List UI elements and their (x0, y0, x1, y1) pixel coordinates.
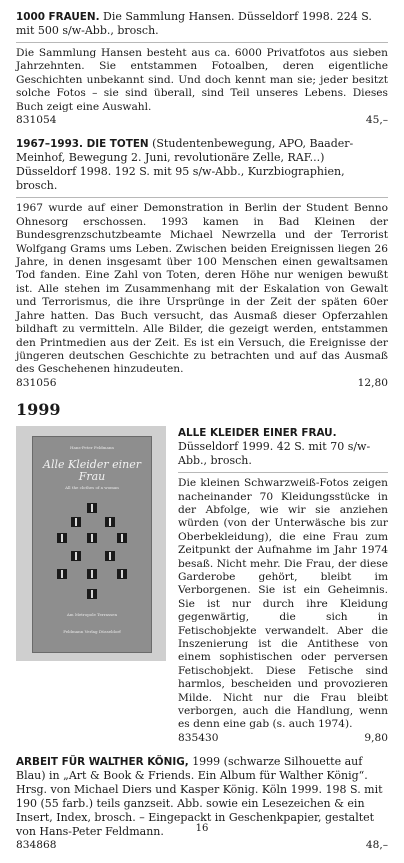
cover-photo-grid (57, 503, 127, 603)
year-heading: 1999 (16, 400, 61, 420)
divider (16, 42, 388, 43)
article-number: 831056 (16, 376, 57, 389)
price: 48,– (365, 839, 388, 852)
cover-photo-tile (87, 589, 97, 599)
cover-photo-tile (71, 551, 81, 561)
entry-heading (16, 137, 388, 193)
cover-photo-tile (87, 503, 97, 513)
article-number: 835430 (178, 731, 219, 744)
entry-details: (Studentenbewegung, APO, Baader-Meinhof, Bewegung 2. Juni, revolutionäre Zelle, RAF...) Düsseldorf 1998. 192 S. mit 95 s/w-Abb., Kurzbiographien, brosch. (16, 137, 354, 193)
cover-photo-tile (105, 517, 115, 527)
divider (178, 472, 388, 473)
entry-title: 1967–1993. DIE TOTEN (16, 138, 149, 151)
cover-photo-tile (57, 569, 67, 579)
page-number: 16 (195, 823, 209, 834)
catalog-page (16, 10, 388, 863)
article-number: 834868 (16, 839, 57, 852)
cover-photo-tile (117, 533, 127, 543)
featured-entry-text (178, 426, 388, 745)
entry-meta (178, 732, 388, 745)
entry-heading (178, 426, 388, 468)
entry-meta (16, 377, 388, 390)
article-number: 831054 (16, 114, 57, 127)
entry-title: ARBEIT FÜR WALTHER KÖNIG, (16, 756, 189, 769)
catalog-entry-alle-kleider (16, 426, 388, 745)
cover-subtitle: All the clothes of a woman (65, 485, 119, 491)
entry-title: 1000 FRAUEN. (16, 11, 100, 23)
entry-title: ALLE KLEIDER EINER FRAU. (178, 427, 337, 440)
entry-description: Die Sammlung Hansen besteht aus ca. 6000 Privatfotos aus sieben Jahrzehnten. Sie entstammen Fotoalben, deren eigentliche Geschichten unbekannt sind. Und doch kennt man sie; jeder besitzt solche Fotos – sie sind überall, sind Teil unseres Lebens. Dieses Buch zeigt eine Auswahl. (16, 47, 388, 113)
cover-place: Am Metropole Terrassen (66, 612, 118, 618)
cover-photo-tile (105, 551, 115, 561)
entry-details: 1999 (schwarze Silhouette auf Blau) in „Art & Book & Friends. Ein Album für Walther König“. Hrsg. von Michael Diers und Kasper König. Köln 1999. 198 S. mit 190 (55 farb.) teils ganzseit. Abb. sowie ein Lesezeichen & ein Insert, Index, brosch. – Eingepackt in Geschenkpapier, gestaltet von Hans-Peter Feldmann. (16, 755, 383, 839)
price: 12,80 (357, 376, 388, 389)
cover-photo-tile (87, 533, 97, 543)
cover-photo-tile (71, 517, 81, 527)
entry-meta (16, 839, 388, 852)
cover-photo-tile (117, 569, 127, 579)
cover-title: Alle Kleider einer Frau (43, 458, 141, 484)
entry-meta (16, 114, 388, 127)
cover-publisher: Feldmann Verlag Düsseldorf (63, 629, 121, 635)
entry-description: Die kleinen Schwarzweiß-Fotos zeigen nacheinander 70 Kleidungsstücke in der Abfolge, wie wir sie anziehen würden (von der Unterwäsche bis zur Oberbekleidung), die eine Frau zum Zeitpunkt der Aufnahme im Jahr 1974 besaß. Nicht mehr. Die Frau, der diese Garderobe gehört, bleibt im Verborgenen. Sie ist ein Geheimnis. Sie ist nur durch ihre Kleidung gegenwärtig, die sich in Fetischobjekte verwandelt. Aber die Inszenierung ist die Antithese von einem sophistischen oder perversen Fetischobjekt. Diese Fetische sind harmlos, bescheiden und provozieren Milde. Nicht nur die Frau bleibt verborgen, auch die Handlung, wenn es denn eine gab (s. auch 1974). (178, 477, 388, 731)
cover-author: Hans-Peter Feldmann (70, 445, 114, 451)
price: 9,80 (364, 731, 388, 744)
catalog-entry-die-toten (16, 137, 388, 390)
price: 45,– (365, 114, 388, 127)
catalog-entry-1000-frauen (16, 10, 388, 127)
entry-details: Düsseldorf 1999. 42 S. mit 70 s/w-Abb., brosch. (178, 440, 371, 468)
catalog-entry-walther-koenig (16, 755, 388, 852)
entry-description: 1967 wurde auf einer Demonstration in Berlin der Student Benno Ohnesorg erschossen. 1993 kamen in Bad Kleinen der Bundesgrenzschutzbeamte Michael Newrzella und der Terrorist Wolfgang Grams ums Leben. Zwischen beiden Ereignissen liegen 26 Jahre, in denen insgesamt über 100 Menschen einen gewaltsamen Tod fanden. Eine Zahl von Toten, deren Höhe nur wenigen bewußt ist. Alle stehen im Zusammenhang mit der Eskalation von Gewalt und Terrorismus, die ihre Ursprünge in der Zeit der späten 60er Jahre hatten. Das Buch versucht, das Ausmaß dieser Opferzahlen bildhaft zu vermitteln. Alle Bilder, die gezeigt werden, entstammen den Printmedien aus der Zeit. Es ist ein Versuch, die Ereignisse der jüngeren deutschen Geschichte zu betrachten und auf das Ausmaß des Geschehenen hinzudeuten. (16, 202, 388, 376)
entry-heading (16, 10, 388, 38)
book-cover-image (16, 426, 166, 661)
cover-photo-tile (87, 569, 97, 579)
entry-details: Die Sammlung Hansen. Düsseldorf 1998. 224 S. mit 500 s/w-Abb., brosch. (16, 10, 372, 37)
book-cover (32, 436, 152, 653)
divider (16, 197, 388, 198)
cover-photo-tile (57, 533, 67, 543)
